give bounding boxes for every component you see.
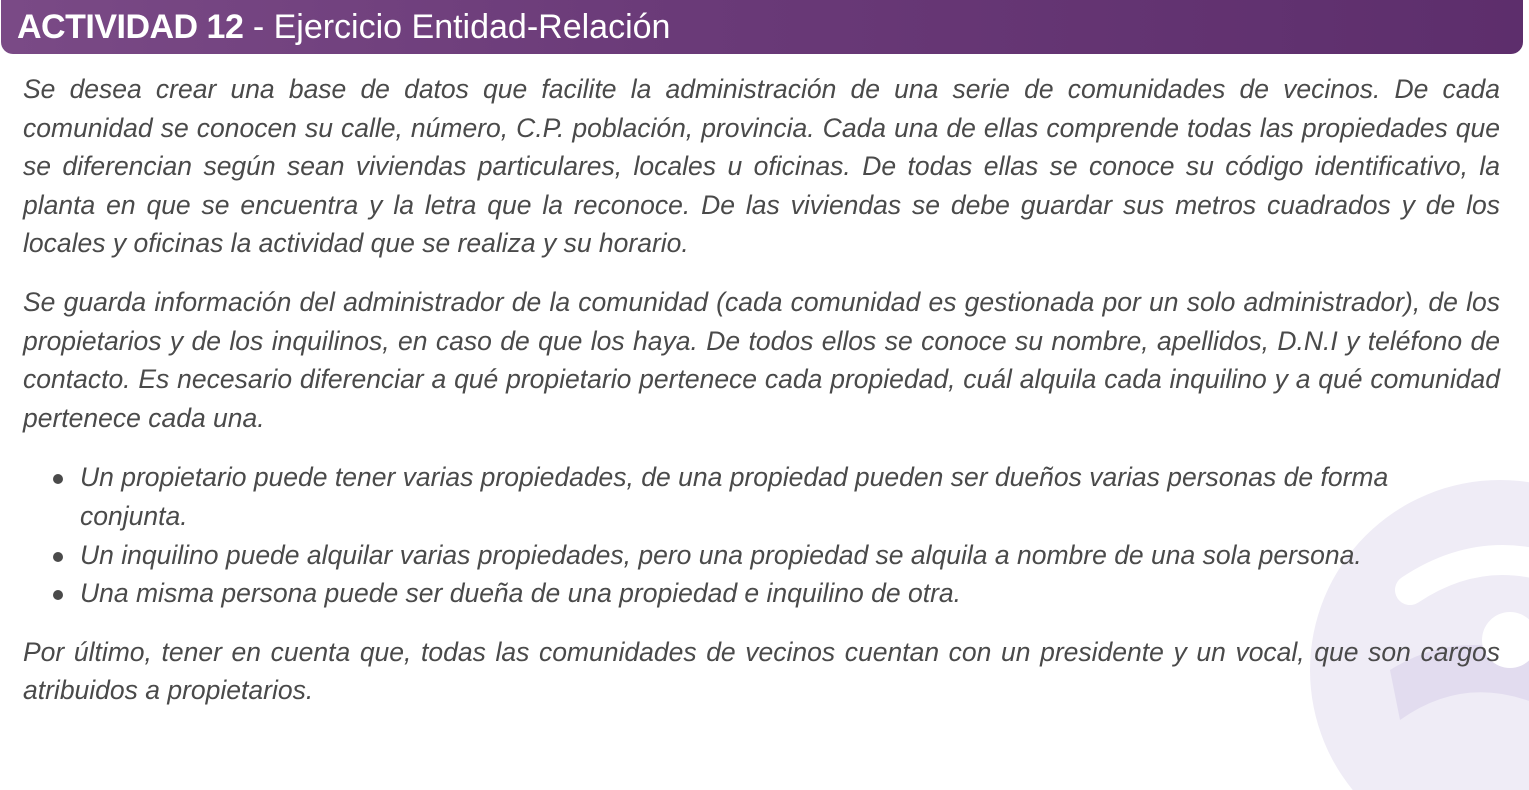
paragraph-communities: Se desea crear una base de datos que facilite la administración de una serie de comunidades de vecinos. De cada comunidad se conocen su calle, número, C.P. población, provincia. Cada una de ellas comprende todas las propiedades que se diferencian según sean viviendas particulares, locales u oficinas. De todas ellas se conoce su código identificativo, la planta en que se encuentra y la letra que la reconoce. De las viviendas se debe guardar sus metros cuadrados y de los locales y oficinas la actividad que se realiza y su horario. xyxy=(23,74,1500,259)
title-bar xyxy=(1,0,1523,54)
list-item-text: Un inquilino puede alquilar varias propiedades, pero una propiedad se alquila a nombre de una sola persona. xyxy=(80,539,1362,570)
bullet-icon xyxy=(53,590,63,600)
list-item xyxy=(80,574,1500,613)
activity-number: ACTIVIDAD 12 xyxy=(17,7,244,46)
rules-list xyxy=(23,458,1500,612)
bullet-icon xyxy=(53,474,63,484)
list-item xyxy=(80,458,1500,535)
exercise-statement xyxy=(23,70,1500,710)
list-item-text: Una misma persona puede ser dueña de una propiedad e inquilino de otra. xyxy=(80,578,961,609)
paragraph-people: Se guarda información del administrador de la comunidad (cada comunidad es gestionada por un solo administrador), de los propietarios y de los inquilinos, en caso de que los haya. De todos ellos se conoce su nombre, apellidos, D.N.I y teléfono de contacto. Es necesario diferenciar a qué propietario pertenece cada propiedad, cuál alquila cada inquilino y a qué comunidad pertenece cada una. xyxy=(23,286,1500,433)
bullet-icon xyxy=(53,552,63,562)
title-separator: - xyxy=(243,7,274,46)
paragraph-roles: Por último, tener en cuenta que, todas las comunidades de vecinos cuentan con un presidente y un vocal, que son cargos atribuidos a propietarios. xyxy=(23,636,1500,706)
activity-title: Ejercicio Entidad-Relación xyxy=(273,7,671,46)
list-item xyxy=(80,536,1500,575)
list-item-text: Un propietario puede tener varias propiedades, de una propiedad pueden ser dueños varias personas de forma conjunta. xyxy=(80,462,1389,531)
